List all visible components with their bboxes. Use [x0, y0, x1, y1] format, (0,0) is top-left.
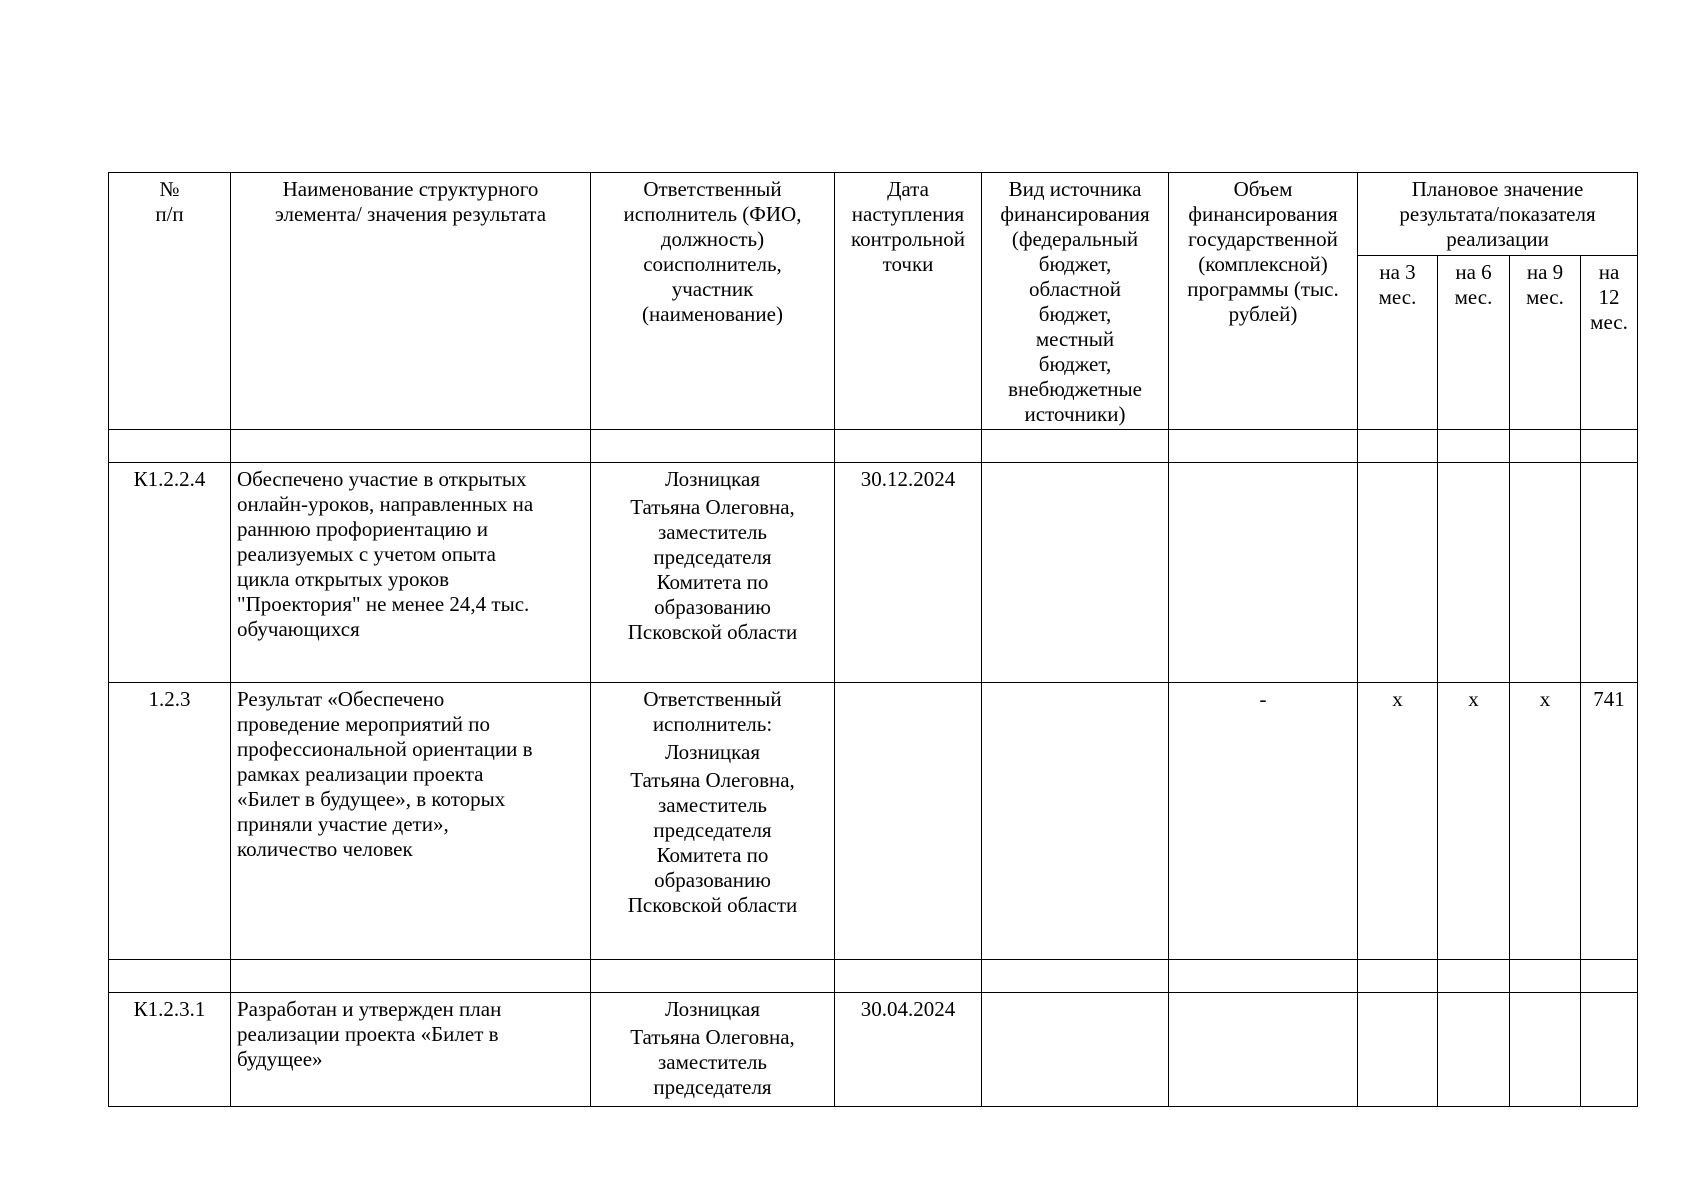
row-m12: [1581, 993, 1638, 1107]
row-m3: [1358, 993, 1438, 1107]
row-m6: [1438, 993, 1510, 1107]
row-m6: [1438, 463, 1510, 683]
row-m3: [1358, 463, 1438, 683]
row-m3: х: [1358, 683, 1438, 960]
row-m9: [1510, 463, 1581, 683]
row-volume: -: [1169, 683, 1358, 960]
responsible-details: Татьяна Олеговна, заместитель председателя Комитета по образованию Псковской области: [627, 768, 798, 917]
row-name: Обеспечено участие в открытых онлайн-уроков, направленных на раннюю профориентацию и реализуемых с учетом опыта цикла открытых уроков "Проектория" не менее 24,4 тыс. обучающихся: [231, 463, 591, 683]
header-m6: на 6 мес.: [1438, 256, 1510, 430]
responsible-name: Лозницкая: [664, 740, 761, 764]
row-name: Результат «Обеспечено проведение мероприятий по профессиональной ориентации в рамках реализации проекта «Билет в будущее», в которых приняли участие дети», количество человек: [231, 683, 591, 960]
table-row: [109, 683, 1638, 960]
row-source: [982, 463, 1169, 683]
header-m12: на 12 мес.: [1581, 256, 1638, 430]
header-m3: на 3 мес.: [1358, 256, 1438, 430]
header-source: Вид источника финансирования (федеральный бюджет, областной бюджет, местный бюджет, внебюджетные источники): [982, 173, 1169, 430]
header-volume: Объем финансирования государственной (комплексной) программы (тыс. рублей): [1169, 173, 1358, 430]
row-volume: [1169, 993, 1358, 1107]
row-m6: х: [1438, 683, 1510, 960]
responsible-details: Татьяна Олеговна, заместитель председателя Комитета по образованию Псковской области: [627, 495, 798, 644]
row-source: [982, 993, 1169, 1107]
spacer-row: [109, 430, 1638, 463]
row-id: 1.2.3: [109, 683, 231, 960]
table-row: [109, 993, 1638, 1107]
row-id: К1.2.2.4: [109, 463, 231, 683]
row-date: [835, 683, 982, 960]
row-source: [982, 683, 1169, 960]
responsible-name: Лозницкая: [664, 997, 761, 1021]
row-m12: 741: [1581, 683, 1638, 960]
row-date: 30.12.2024: [835, 463, 982, 683]
row-responsible: [591, 993, 835, 1107]
responsible-role: Ответственный исполнитель:: [643, 687, 782, 736]
table-row: [109, 463, 1638, 683]
responsible-details: Татьяна Олеговна, заместитель председателя: [630, 1025, 795, 1099]
row-name: Разработан и утвержден план реализации проекта «Билет в будущее»: [231, 993, 591, 1107]
row-date: 30.04.2024: [835, 993, 982, 1107]
row-responsible: [591, 463, 835, 683]
header-m9: на 9 мес.: [1510, 256, 1581, 430]
header-date: Дата наступления контрольной точки: [835, 173, 982, 430]
row-m12: [1581, 463, 1638, 683]
header-num: № п/п: [109, 173, 231, 430]
plan-table: [108, 172, 1638, 1107]
header-responsible: Ответственный исполнитель (ФИО, должность) соисполнитель, участник (наименование): [591, 173, 835, 430]
row-id: К1.2.3.1: [109, 993, 231, 1107]
row-m9: х: [1510, 683, 1581, 960]
row-m9: [1510, 993, 1581, 1107]
header-name: Наименование структурного элемента/ значения результата: [231, 173, 591, 430]
row-volume: [1169, 463, 1358, 683]
row-responsible: [591, 683, 835, 960]
header-planned: Плановое значение результата/показателя реализации: [1358, 173, 1638, 256]
responsible-name: Лозницкая: [664, 467, 761, 491]
spacer-row: [109, 960, 1638, 993]
